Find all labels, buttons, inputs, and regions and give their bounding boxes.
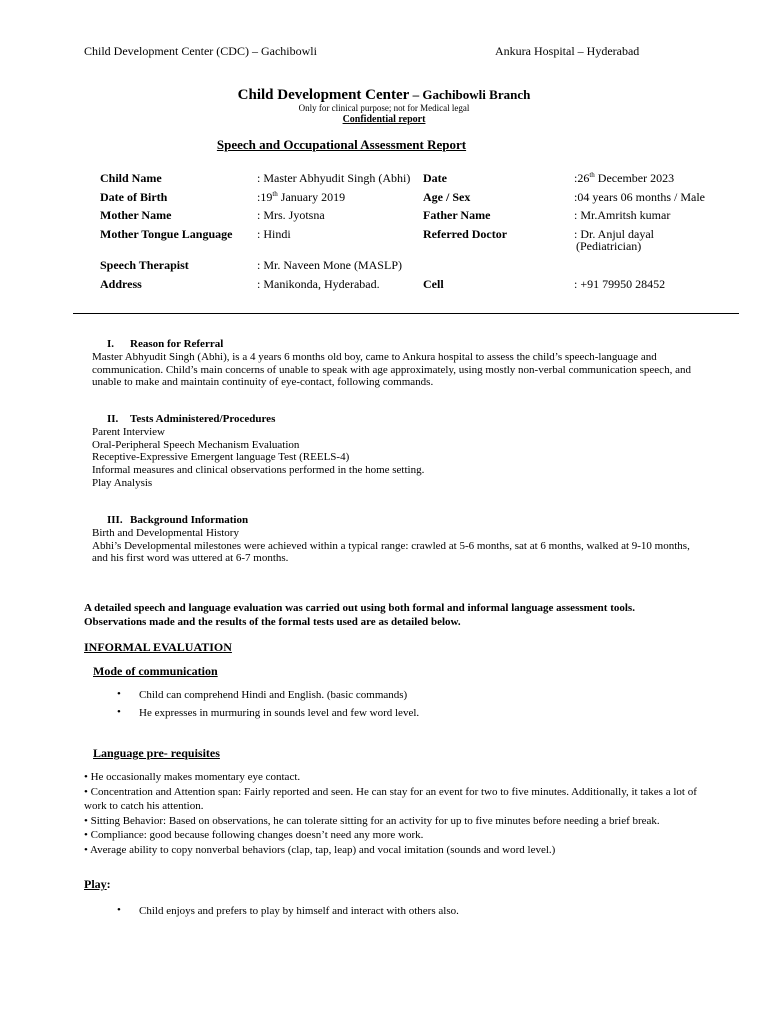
date-value: :26th December 2023 bbox=[574, 171, 675, 185]
center-title-main: Child Development Center bbox=[237, 87, 410, 103]
father-name-key: Father Name bbox=[423, 208, 491, 222]
header-right: Ankura Hospital – Hyderabad bbox=[495, 44, 640, 58]
speech-therapist-value: : Mr. Naveen Mone (MASLP) bbox=[257, 258, 402, 272]
bullet-icon: • bbox=[117, 688, 121, 700]
mother-tongue-key: Mother Tongue Language bbox=[100, 227, 233, 241]
mother-name-key: Mother Name bbox=[100, 208, 172, 222]
section-heading: I. Reason for Referral bbox=[107, 338, 224, 350]
header-left: Child Development Center (CDC) – Gachibowli bbox=[84, 44, 317, 58]
dob-key: Date of Birth bbox=[100, 190, 168, 204]
mother-tongue-value: : Hindi bbox=[257, 227, 291, 241]
mode-of-communication-heading: Mode of communication bbox=[93, 664, 218, 678]
mother-name-value: : Mrs. Jyotsna bbox=[257, 208, 325, 222]
informal-evaluation-heading: INFORMAL EVALUATION bbox=[84, 640, 232, 654]
section-heading: III. Background Information bbox=[107, 514, 249, 526]
child-name-key: Child Name bbox=[100, 171, 162, 185]
language-prerequisites-heading: Language pre- requisites bbox=[93, 746, 220, 760]
section-tests-administered bbox=[92, 413, 732, 490]
address-key: Address bbox=[100, 277, 142, 291]
section-body: Birth and Developmental History Abhi’s Developmental milestones were achieved within a typical range: crawled at 5-6 months, sat at 6 months, walked at 9-10 months, and his first word was uttered at 6-7 months. bbox=[92, 526, 690, 565]
section-body: Master Abhyudit Singh (Abhi), is a 4 years 6 months old boy, came to Ankura hospital to assess the child’s speech-language and communication. Child’s main concerns of unable to speak with age approximately, using mostly non-verbal communication speech, and unable to make and maintain continuity of eye-contact, following commands. bbox=[92, 350, 691, 389]
section-divider bbox=[73, 313, 739, 314]
report-title: Speech and Occupational Assessment Report bbox=[216, 137, 467, 152]
bullet-icon: • bbox=[117, 904, 121, 916]
play-heading: Play: bbox=[84, 877, 111, 891]
age-sex-key: Age / Sex bbox=[423, 190, 471, 204]
section-reason-for-referral bbox=[92, 338, 732, 389]
cell-key: Cell bbox=[423, 277, 444, 291]
center-title-branch: – Gachibowli Branch bbox=[409, 87, 531, 102]
dob-value: :19th January 2019 bbox=[257, 190, 346, 204]
child-name-value: : Master Abhyudit Singh (Abhi) bbox=[257, 171, 411, 185]
purpose-note: Only for clinical purpose; not for Medical legal bbox=[298, 103, 470, 113]
referred-doctor-key: Referred Doctor bbox=[423, 227, 508, 241]
referred-doctor-value: : Dr. Anjul dayal bbox=[574, 227, 654, 241]
referred-doctor-specialty: (Pediatrician) bbox=[576, 239, 642, 253]
bullet-icon: • bbox=[117, 706, 121, 718]
address-value: : Manikonda, Hyderabad. bbox=[257, 277, 380, 291]
center-title bbox=[0, 87, 768, 104]
section-body: Parent Interview Oral-Peripheral Speech Mechanism Evaluation Receptive-Expressive Emergent language Test (REELS-4) Informal measures and clinical observations performed in the home setting. Play Analysis bbox=[92, 425, 425, 489]
list-item: • He expresses in murmuring in sounds level and few word level. bbox=[117, 706, 420, 719]
confidential-label: Confidential report bbox=[342, 114, 426, 125]
age-sex-value: :04 years 06 months / Male bbox=[574, 190, 705, 204]
speech-therapist-key: Speech Therapist bbox=[100, 258, 189, 272]
cell-value: : +91 79950 28452 bbox=[574, 277, 666, 291]
list-item: • Child enjoys and prefers to play by himself and interact with others also. bbox=[117, 904, 459, 917]
date-key: Date bbox=[423, 171, 447, 185]
father-name-value: : Mr.Amritsh kumar bbox=[574, 208, 671, 222]
section-heading: II. Tests Administered/Procedures bbox=[107, 413, 276, 425]
evaluation-intro: A detailed speech and language evaluation was carried out using both formal and informal language assessment tools. Observations made and the results of the formal tests used are as detailed below. bbox=[84, 602, 635, 628]
prerequisites-list: • He occasionally makes momentary eye contact. • Concentration and Attention span: Fairly reported and seen. He can stay for an event for two to five minutes. Additionally, it takes a lot of work to catch his attention. • Sitting Behavior: Based on observations, he can tolerate sitting for an activity for up to five minutes before needing a brief break. • Compliance: good because following changes doesn’t need any more work. • Average ability to copy nonverbal behaviors (clap, tap, leap) and vocal imitation (sounds and word level.) bbox=[84, 771, 697, 856]
list-item: • Child can comprehend Hindi and English. (basic commands) bbox=[117, 688, 408, 701]
section-background-information bbox=[92, 514, 732, 565]
